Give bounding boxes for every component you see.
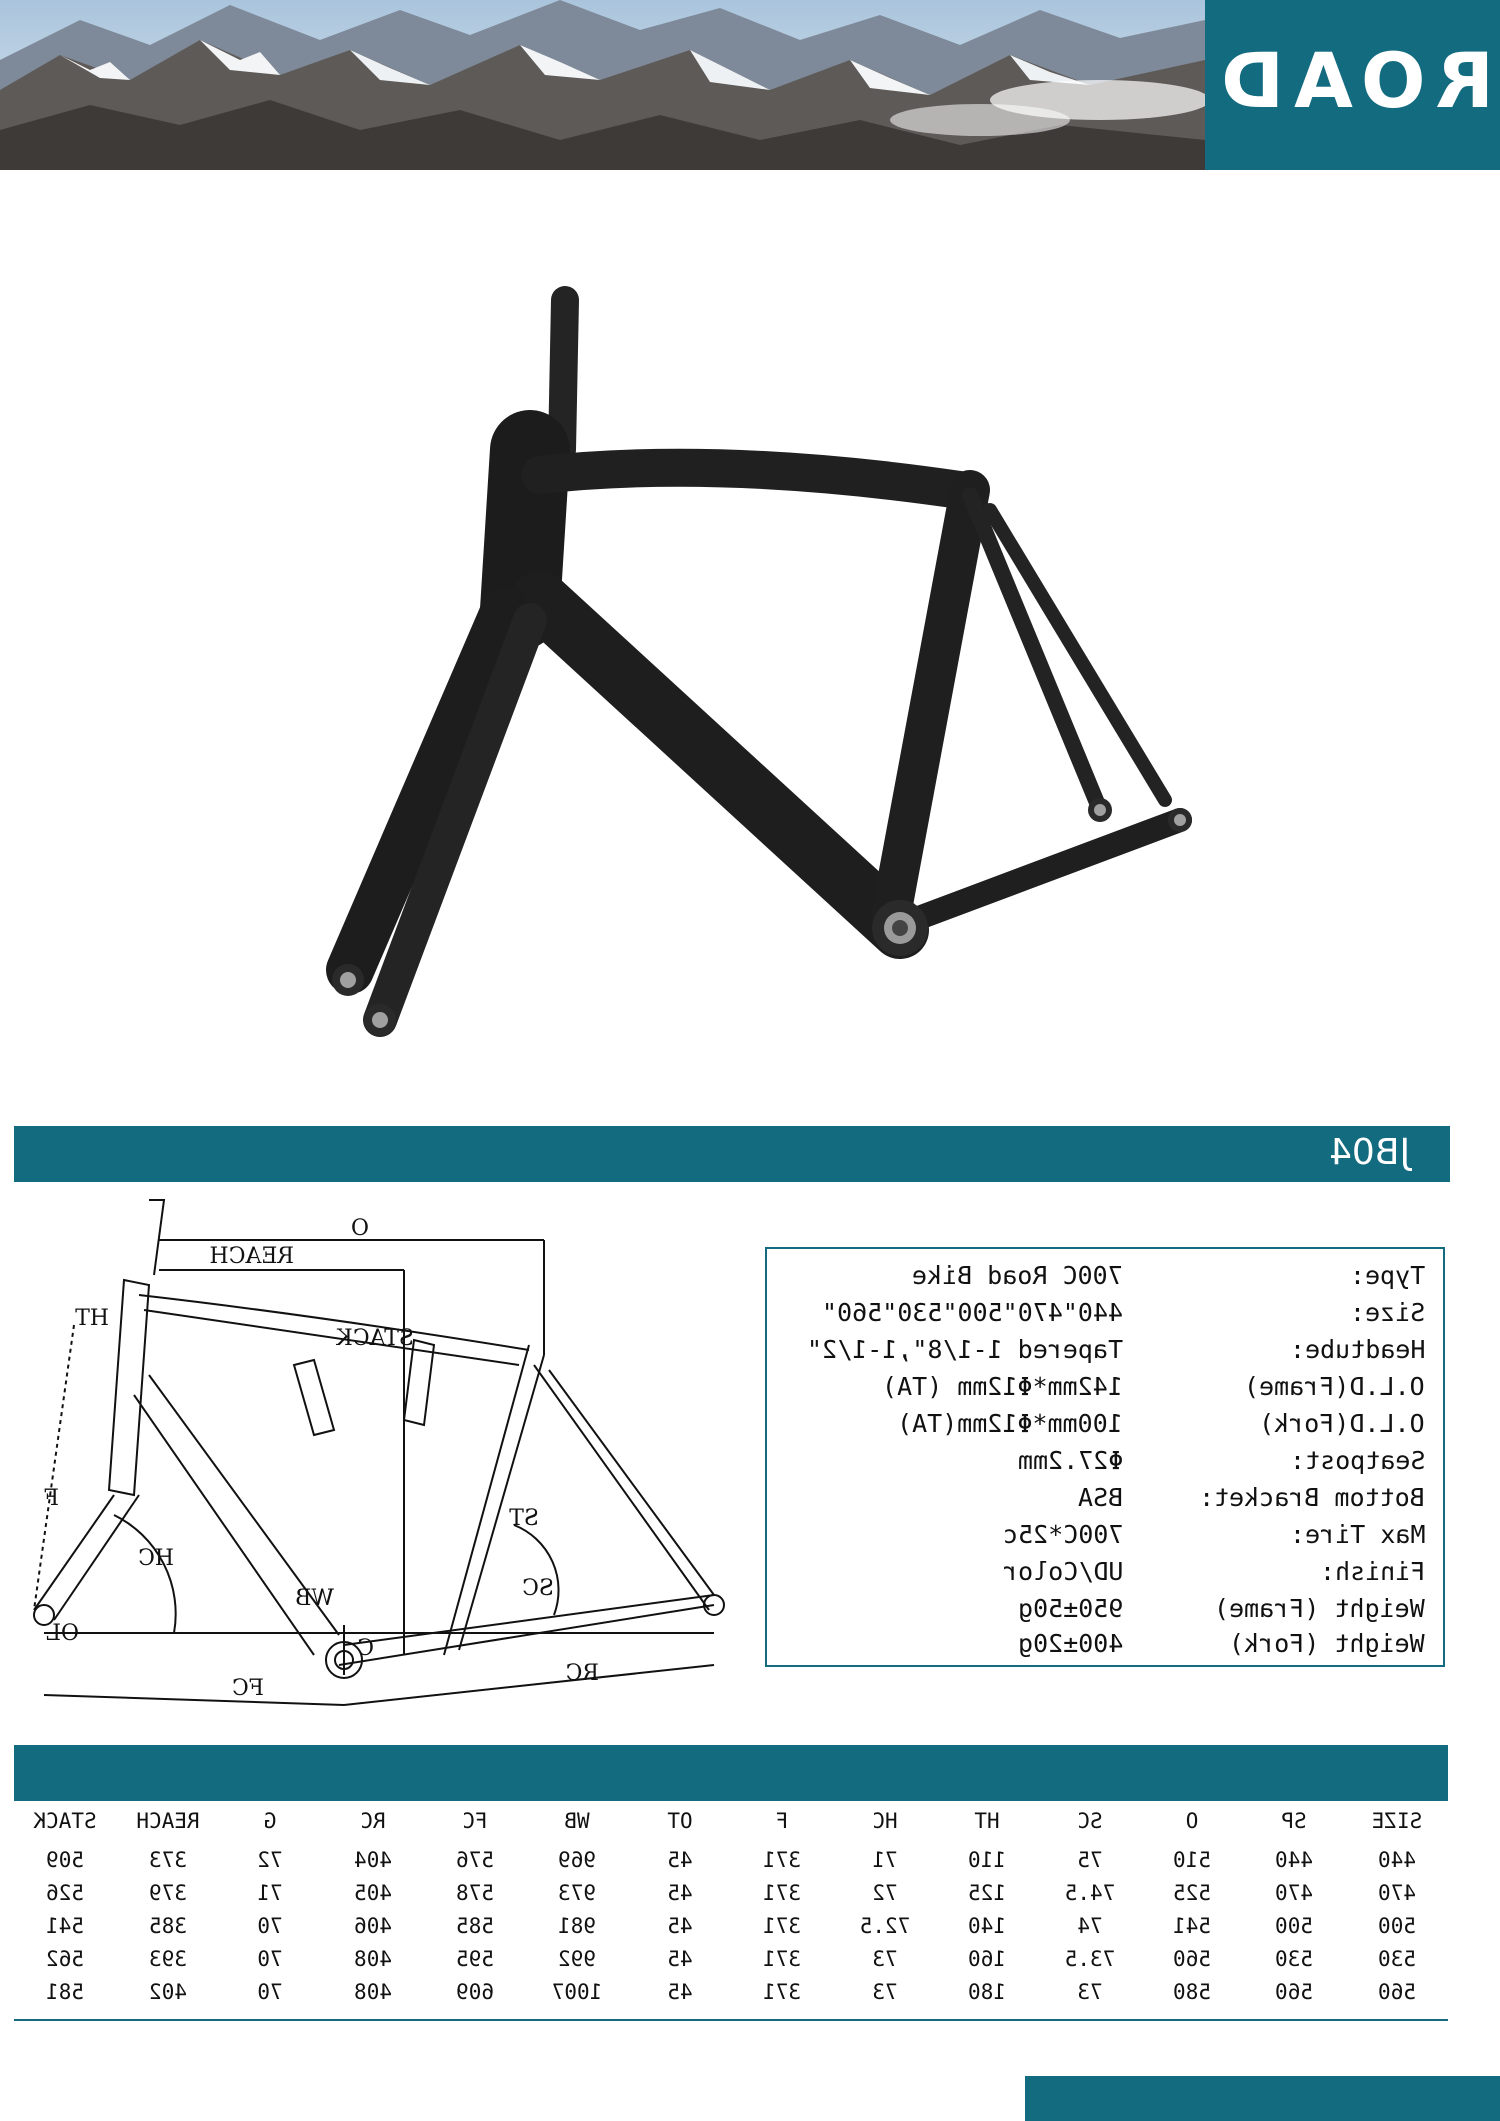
category-label: ROAD [1211, 36, 1494, 125]
spec-label: Seatpost: [1289, 1446, 1425, 1475]
spec-row [767, 1335, 1443, 1372]
table-cell: 981 [558, 1914, 597, 1938]
column-header: WB [564, 1809, 590, 1833]
table-cell: 45 [667, 1914, 693, 1938]
table-cell: 385 [148, 1914, 187, 1938]
spec-label: Finish: [1319, 1557, 1425, 1586]
table-cell: 578 [455, 1881, 494, 1905]
spec-label: Bottom Bracket: [1199, 1483, 1425, 1512]
column-header: O [1185, 1809, 1199, 1833]
table-cell: 73 [1076, 1980, 1103, 2004]
table-cell: 402 [148, 1980, 187, 2004]
dim-label-f: F [43, 1486, 59, 1511]
spec-row [767, 1446, 1443, 1483]
table-cell: 371 [763, 1914, 802, 1938]
dim-label-sc: SC [522, 1576, 554, 1601]
spec-value: BSA [1077, 1483, 1123, 1512]
model-bar [14, 1126, 1450, 1182]
table-cell: 595 [455, 1947, 494, 1971]
table-cell: 580 [1172, 1980, 1211, 2004]
table-row [14, 1910, 1448, 1943]
model-name: JB04 [1328, 1132, 1410, 1173]
column-header: FC [462, 1809, 488, 1833]
spec-row [767, 1298, 1443, 1335]
spec-row [767, 1520, 1443, 1557]
column-header: SP [1281, 1809, 1307, 1833]
table-cell: 500 [1377, 1914, 1416, 1938]
spec-row [767, 1629, 1443, 1666]
table-cell: 70 [257, 1914, 283, 1938]
spec-value: 440"470"500"530"560" [821, 1298, 1123, 1327]
table-header-row [14, 1805, 1448, 1838]
top-banner [0, 0, 1500, 170]
table-cell: 969 [558, 1848, 597, 1872]
size-table [14, 1801, 1448, 2021]
dim-label-o: O [350, 1216, 369, 1241]
table-cell: 371 [763, 1947, 802, 1971]
table-cell: 509 [46, 1848, 85, 1872]
table-cell: 530 [1275, 1947, 1314, 1971]
column-header: F [775, 1809, 789, 1833]
table-row [14, 1877, 1448, 1910]
table-cell: 973 [558, 1881, 597, 1905]
geometry-diagram [14, 1195, 764, 1735]
table-cell: 406 [353, 1914, 392, 1938]
dim-label-rc: RC [565, 1661, 599, 1686]
dim-label-st: ST [509, 1506, 539, 1531]
column-header: HT [974, 1809, 1000, 1833]
table-cell: 74 [1076, 1914, 1103, 1938]
table-row [14, 1976, 1448, 2009]
table-cell: 140 [968, 1914, 1007, 1938]
table-cell: 405 [353, 1881, 392, 1905]
table-cell: 73 [872, 1980, 898, 2004]
table-cell: 373 [148, 1848, 187, 1872]
spec-value: 142mm*Φ12mm (TA) [882, 1372, 1123, 1401]
table-cell: 72 [872, 1881, 898, 1905]
table-cell: 541 [1172, 1914, 1211, 1938]
table-cell: 470 [1275, 1881, 1314, 1905]
column-header: G [263, 1809, 277, 1833]
dim-label-c: C [357, 1636, 374, 1661]
column-header: REACH [136, 1809, 200, 1833]
table-cell: 581 [46, 1980, 85, 2004]
table-cell: 71 [257, 1881, 283, 1905]
table-cell: 510 [1172, 1848, 1211, 1872]
table-cell: 440 [1275, 1848, 1314, 1872]
spec-label: Weight (Fork) [1229, 1629, 1425, 1658]
table-cell: 1007 [552, 1980, 603, 2004]
table-row [14, 1844, 1448, 1877]
table-cell: 72 [257, 1848, 283, 1872]
dim-label-reach: REACH [209, 1244, 294, 1269]
table-cell: 585 [455, 1914, 494, 1938]
footer-bar [1025, 2076, 1500, 2121]
category-tag [1205, 0, 1500, 170]
spec-label: Size: [1349, 1298, 1425, 1327]
spec-value: 700C Road Bike [912, 1261, 1123, 1290]
table-cell: 125 [968, 1881, 1007, 1905]
table-cell: 45 [667, 1980, 693, 2004]
dim-label-stack: STACK [336, 1326, 414, 1351]
column-header: SIZE [1371, 1809, 1423, 1833]
dim-label-hc: HC [137, 1546, 174, 1571]
spec-label: Type: [1349, 1261, 1425, 1290]
table-cell: 530 [1377, 1947, 1416, 1971]
table-cell: 500 [1275, 1914, 1314, 1938]
table-cell: 371 [763, 1881, 802, 1905]
table-cell: 576 [455, 1848, 494, 1872]
spec-value: UD/Color [1002, 1557, 1123, 1586]
table-cell: 45 [667, 1881, 693, 1905]
spec-value: 400±20g [1017, 1629, 1123, 1658]
spec-row [767, 1409, 1443, 1446]
table-cell: 160 [968, 1947, 1007, 1971]
column-header: RC [359, 1809, 386, 1833]
spec-label: Headtube: [1289, 1335, 1425, 1364]
spec-value: Tapered 1-1/8",1-1/2" [806, 1335, 1123, 1364]
table-cell: 73.5 [1064, 1947, 1115, 1971]
spec-label: O.L.D(Frame) [1244, 1372, 1425, 1401]
spec-value: 100mm*Φ12mm(TA) [897, 1409, 1123, 1438]
table-cell: 110 [968, 1848, 1007, 1872]
spec-row [767, 1594, 1443, 1631]
dim-label-ht: HT [75, 1306, 109, 1331]
table-cell: 560 [1275, 1980, 1314, 2004]
table-cell: 72.5 [859, 1914, 910, 1938]
table-cell: 562 [46, 1947, 85, 1971]
table-cell: 45 [667, 1947, 693, 1971]
table-cell: 408 [353, 1980, 392, 2004]
table-cell: 73 [872, 1947, 898, 1971]
specs-box [765, 1247, 1445, 1667]
dim-label-ol: OL [46, 1621, 79, 1646]
table-cell: 560 [1172, 1947, 1211, 1971]
table-cell: 75 [1076, 1848, 1103, 1872]
table-cell: 393 [148, 1947, 187, 1971]
table-row [14, 1943, 1448, 1976]
table-cell: 560 [1377, 1980, 1416, 2004]
spec-row [767, 1483, 1443, 1520]
spec-value: 950±50g [1017, 1594, 1123, 1623]
table-cell: 74.5 [1064, 1881, 1115, 1905]
table-cell: 71 [872, 1848, 898, 1872]
table-cell: 440 [1377, 1848, 1416, 1872]
table-cell: 541 [46, 1914, 85, 1938]
column-header: OT [667, 1809, 693, 1833]
table-cell: 70 [257, 1947, 283, 1971]
spec-label: Max Tire: [1289, 1520, 1425, 1549]
spec-row [767, 1372, 1443, 1409]
column-header: SC [1076, 1809, 1103, 1833]
spec-label: Weight (Frame) [1214, 1594, 1425, 1623]
table-cell: 379 [148, 1881, 187, 1905]
column-header: STACK [33, 1809, 97, 1833]
table-cell: 526 [46, 1881, 85, 1905]
table-cell: 45 [667, 1848, 693, 1872]
dim-label-wb: WB [295, 1586, 334, 1611]
table-cell: 609 [455, 1980, 494, 2004]
dim-label-fc: FC [231, 1676, 264, 1701]
table-header-bar [14, 1745, 1448, 1801]
spec-row [767, 1261, 1443, 1298]
table-cell: 992 [558, 1947, 597, 1971]
table-cell: 404 [353, 1848, 392, 1872]
table-cell: 408 [353, 1947, 392, 1971]
mountain-banner-image [0, 0, 1205, 170]
table-cell: 371 [763, 1980, 802, 2004]
spec-value: 700C*25c [1002, 1520, 1123, 1549]
spec-label: O.L.D(Fork) [1259, 1409, 1425, 1438]
spec-value: Φ27.2mm [1017, 1446, 1123, 1475]
spec-row [767, 1557, 1443, 1594]
frame-product-image [300, 280, 1220, 1060]
table-cell: 180 [968, 1980, 1007, 2004]
table-cell: 371 [763, 1848, 802, 1872]
table-cell: 525 [1172, 1881, 1211, 1905]
column-header: HC [872, 1809, 898, 1833]
table-cell: 70 [257, 1980, 283, 2004]
table-cell: 470 [1377, 1881, 1416, 1905]
